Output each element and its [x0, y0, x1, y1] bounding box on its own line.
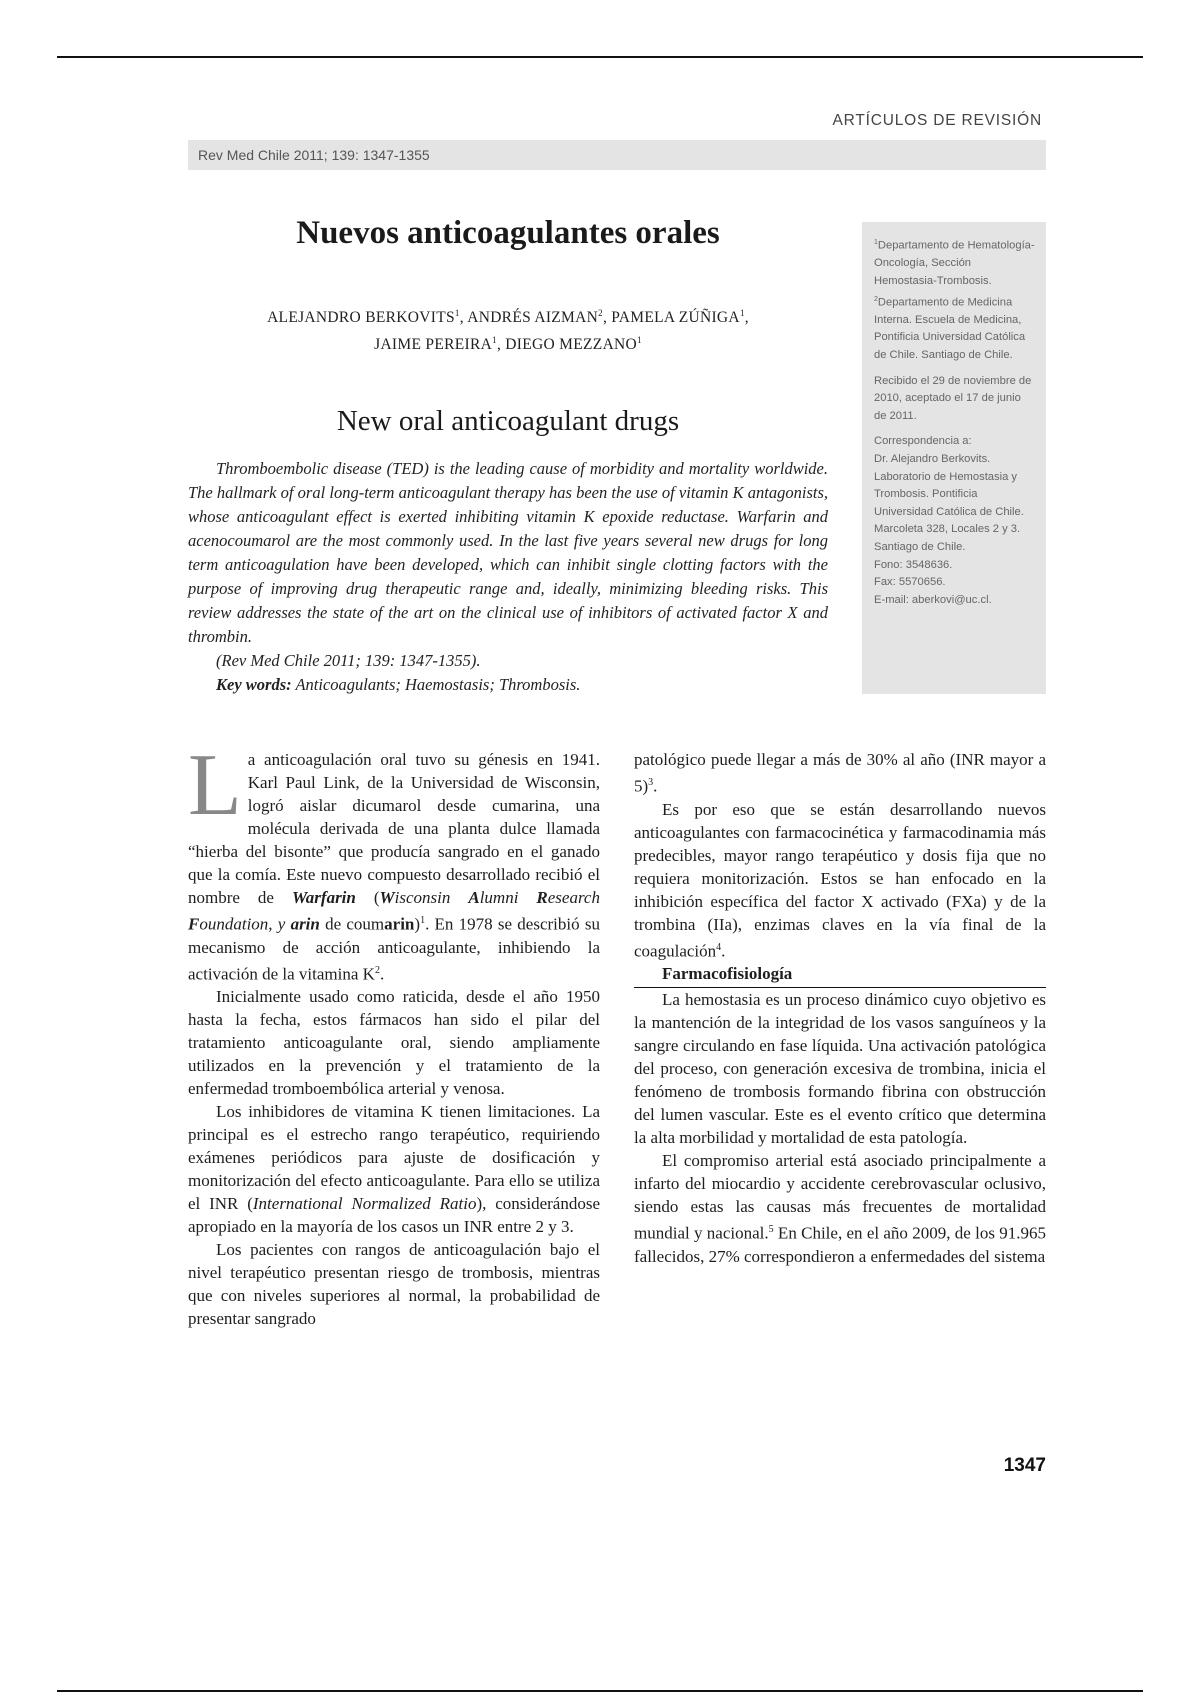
keywords-label: Key words:: [216, 675, 292, 694]
bottom-rule: [57, 1690, 1143, 1692]
abstract-citation: (Rev Med Chile 2011; 139: 1347-1355).: [216, 651, 481, 670]
abstract: [188, 457, 828, 697]
drop-cap: L: [188, 737, 242, 834]
article-title-en: New oral anticoagulant drugs: [336, 405, 680, 437]
citation-bar: [188, 140, 1046, 170]
body-paragraph: El compromiso arterial está asociado principalmente a infarto del miocardio y accidente cerebrovascular oclusivo, siendo estas las causas más frecuentes de mortalidad mundial y nacional.$^5$ En Chile, en el año 2009, de los 91.965 fallecidos, 27% correspondieron a enfermedades del sistema: [634, 1151, 1046, 1266]
phone: Fono: 3548636.: [874, 558, 953, 571]
journal-citation: Rev Med Chile 2011; 139: 1347-1355: [198, 147, 430, 163]
affiliation-mark: 1: [637, 335, 642, 346]
abstract-body: Thromboembolic disease (TED) is the leading cause of morbidity and mortality worldwide. The hallmark of oral long-term anticoagulant therapy has been the use of vitamin K antagonists, whose anticoagulant effect is exerted inhibiting vitamin K epoxide reductase. Warfarin and acenocoumarol are the most commonly used. In the last five years several new drugs for long term anticoagulation have been developed, which can inhibit single clotting factors with the purpose of improving drug therapeutic range and, ideally, minimizing bleeding risks. This review addresses the state of the art on the clinical use of inhibitors of activated factor X and thrombin.: [188, 459, 828, 646]
author-name: ANDRÉS AIZMAN: [467, 309, 599, 327]
fax: Fax: 5570656.: [874, 576, 946, 589]
author-name: JAIME PEREIRA: [374, 336, 493, 354]
affiliation-1: $^1$Departamento de Hematología-Oncología, Sección Hemostasia-Trombosis. $^2$Departamento de Medicina Interna. Escuela de Medicina, Pontificia Universidad Católica de Chile. Santiago de Chile.: [874, 239, 1035, 362]
body-paragraph: La anticoagulación oral tuvo su génesis en 1941. Karl Paul Link, de la Universidad de Wisconsin, logró aislar dicumarol desde cumarina, una molécula derivada de una planta dulce llamada “hierba del bisonte” que producía sangrado en el ganado que la comía. Este nuevo compuesto desarrollado recibió el nombre de Warfarin (Wisconsin Alumni Research Foundation, y arin de coumarin)$^1$. En 1978 se describió su mecanismo de acción anticoagulante, inhibiendo la activación de la vitamina $K^2$.: [188, 737, 600, 984]
article-title-es: Nuevos anticoagulantes orales: [296, 215, 720, 251]
body-paragraph: Inicialmente usado como raticida, desde el año 1950 hasta la fecha, estos fármacos han sido el pilar del tratamiento anticoagulante oral, siendo ampliamente utilizados en la prevención y el tratamiento de la enfermedad tromboembólica arterial y venosa.: [188, 987, 600, 1099]
body-column-left: [188, 737, 600, 1330]
section-heading: Farmacofisiología: [634, 962, 1046, 988]
body-paragraph: Es por eso que se están desarrollando nuevos anticoagulantes con farmacocinética y farmacodinamia más predecibles, mayor rango terapéutico y dosis fija que no requiera monitorización. Estos se han enfocado en la inhibición específica del factor X activado (FXa) y de la trombina (IIa), enzimas claves en la vía final de la coagulación$^4$.: [634, 799, 1046, 961]
correspondence: Correspondencia a: Dr. Alejandro Berkovits. Laboratorio de Hemostasia y Trombosis. Pontificia Universidad Católica de Chile. Marcoleta 328, Locales 2 y 3. Santiago de Chile. Fono: 3548636. Fax: 5570656. E-mail: aberkovi@uc.cl.: [874, 435, 1024, 606]
page-number: 1347: [1003, 1455, 1046, 1476]
email: E-mail: aberkovi@uc.cl.: [874, 593, 992, 606]
body-column-right: [634, 748, 1046, 1268]
received-dates: Recibido el 29 de noviembre de 2010, aceptado el 17 de junio de 2011.: [874, 374, 1032, 422]
body-paragraph: Los pacientes con rangos de anticoagulación bajo el nivel terapéutico presentan riesgo de trombosis, mientras que con niveles superiores al normal, la probabilidad de presentar sangrado: [188, 1240, 600, 1329]
affiliation-mark: 1: [454, 308, 460, 318]
body-paragraph: patológico puede llegar a más de 30% al año (INR mayor a 5)$^3$.: [634, 750, 1046, 796]
author-name: ALEJANDRO BERKOVITS: [267, 309, 455, 327]
affiliation-mark: 1: [739, 308, 745, 318]
affiliation-mark: 1: [492, 335, 497, 346]
keywords: [188, 673, 828, 697]
affiliation-mark: 2: [598, 308, 603, 318]
affiliation-sidebar: [862, 222, 1046, 694]
author-list: ALEJANDRO BERKOVITS$^1$, ANDRÉS AIZMAN$^2$, PAMELA ZÚÑIGA$^1$, JAIME PEREIRA$^1$, DIEGO MEZZANO$^1$: [267, 308, 749, 354]
top-rule: [57, 56, 1143, 58]
author-name: DIEGO MEZZANO: [505, 336, 638, 354]
keywords-list: Anticoagulants; Haemostasis; Thrombosis.: [295, 675, 581, 694]
body-paragraph: Los inhibidores de vitamina K tienen limitaciones. La principal es el estrecho rango terapéutico, requiriendo exámenes periódicos para ajuste de dosificación y monitorización del efecto anticoagulante. Para ello se utiliza el INR (International Normalized Ratio), considerándose apropiado en la mayoría de los casos un INR entre 2 y 3.: [188, 1102, 600, 1237]
section-label: ARTÍCULOS DE REVISIÓN: [832, 112, 1042, 129]
author-name: PAMELA ZÚÑIGA: [611, 309, 740, 327]
body-paragraph: La hemostasia es un proceso dinámico cuyo objetivo es la mantención de la integridad de los vasos sanguíneos y la sangre circulando en fase líquida. Una activación patológica del proceso, con generación excesiva de trombina, inicia el fenómeno de trombosis formando fibrina con obstrucción del lumen vascular. Este es el evento crítico que determina la alta morbilidad y mortalidad de esta patología.: [634, 990, 1046, 1148]
